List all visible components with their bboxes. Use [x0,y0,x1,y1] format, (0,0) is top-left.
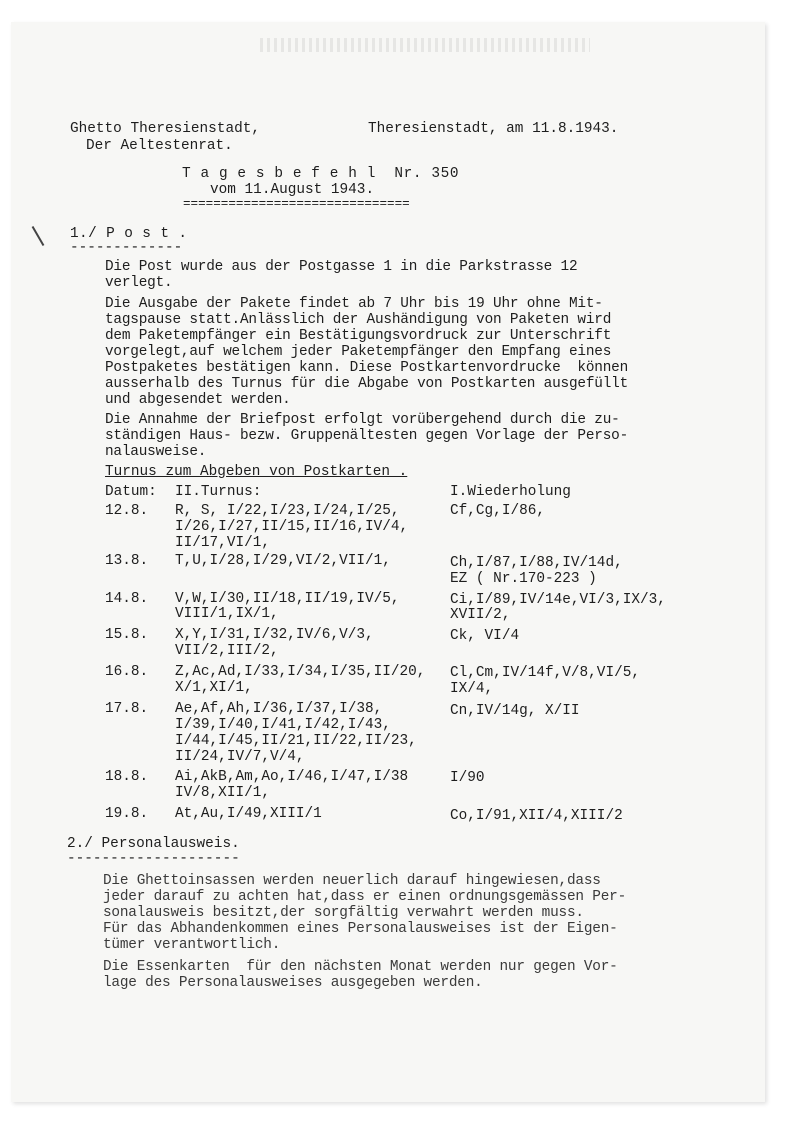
turnus-heading: Turnus zum Abgeben von Postkarten . [105,464,408,480]
paragraph-line: lage des Personalausweises ausgegeben werden. [103,975,483,991]
section-1-heading: 1./ P o s t . [70,226,188,242]
row-turnus-line: II/24,IV/7,V/4, [175,749,305,765]
section-2-underline: -------------------- [67,851,240,867]
ink-smudge-mark [260,38,590,52]
row-date: 16.8. [105,664,149,680]
paragraph-line: Die Ausgabe der Pakete findet ab 7 Uhr bis 19 Uhr ohne Mit- [105,296,603,312]
paragraph-line: ständigen Haus- bezw. Gruppenältesten gegen Vorlage der Perso- [105,428,629,444]
document-title: T a g e s b e f e h l Nr. 350 [182,166,460,182]
row-wiederholung-line: Co,I/91,XII/4,XIII/2 [450,808,623,824]
title-double-rule: ============================== [183,197,410,211]
row-wiederholung-line: Cf,Cg,I/86, [450,503,545,519]
row-wiederholung-line: Ch,I/87,I/88,IV/14d, [450,555,623,571]
row-turnus-line: II/17,VI/1, [175,535,270,551]
row-wiederholung-line: IX/4, [450,681,494,697]
document-date: vom 11.August 1943. [210,182,375,198]
paragraph-line: Postpaketes bestätigen kann. Diese Postkartenvordrucke können [105,360,629,376]
row-wiederholung-line: EZ ( Nr.170-223 ) [450,571,597,587]
row-date: 18.8. [105,769,149,785]
row-turnus-line: Z,Ac,Ad,I/33,I/34,I/35,II/20, [175,664,426,680]
paragraph-line: Die Ghettoinsassen werden neuerlich darauf hingewiesen,dass [103,873,601,889]
row-date: 14.8. [105,591,149,607]
row-wiederholung-line: XVII/2, [450,607,511,623]
row-turnus-line: I/26,I/27,II/15,II/16,IV/4, [175,519,409,535]
row-turnus-line: Ai,AkB,Am,Ao,I/46,I/47,I/38 [175,769,409,785]
paragraph-line: tümer verantwortlich. [103,937,281,953]
paragraph-line: und abgesendet werden. [105,392,291,408]
paragraph-line: nalausweise. [105,444,207,460]
paragraph-line: dem Paketempfänger ein Bestätigungsvordruck zur Unterschrift [105,328,612,344]
sender-line-1: Ghetto Theresienstadt, [70,121,260,137]
row-date: 12.8. [105,503,149,519]
paragraph-line: tagspause statt.Anlässlich der Aushändigung von Paketen wird [105,312,612,328]
row-turnus-line: I/44,I/45,II/21,II/22,II/23, [175,733,417,749]
paragraph-line: Die Post wurde aus der Postgasse 1 in die Parkstrasse 12 [105,259,578,275]
row-wiederholung-line: Ci,I/89,IV/14e,VI/3,IX/3, [450,592,666,608]
row-turnus-line: I/39,I/40,I/41,I/42,I/43, [175,717,391,733]
paragraph-line: vorgelegt,auf welchem jeder Paketempfänger den Empfang eines [105,344,612,360]
row-turnus-line: X/1,XI/1, [175,680,253,696]
row-wiederholung-line: Ck, VI/4 [450,628,520,644]
paragraph-line: verlegt. [105,275,173,291]
column-header-datum: Datum: [105,484,157,500]
paragraph-line: jeder darauf zu achten hat,dass er einen ordnungsgemässen Per- [103,889,627,905]
row-turnus-line: V,W,I/30,II/18,II/19,IV/5, [175,591,400,607]
column-header-turnus: II.Turnus: [175,484,262,500]
paragraph-line: sonalausweis besitzt,der sorgfältig verwahrt werden muss. [103,905,584,921]
paragraph-line: Für das Abhandenkommen eines Personalausweises ist der Eigen- [103,921,618,937]
row-date: 15.8. [105,627,149,643]
sender-line-2: Der Aeltestenrat. [86,138,233,154]
row-date: 17.8. [105,701,149,717]
section-1-underline: ------------- [70,240,183,256]
row-turnus-line: At,Au,I/49,XIII/1 [175,806,322,822]
row-date: 13.8. [105,553,149,569]
row-turnus-line: IV/8,XII/1, [175,785,270,801]
paragraph-line: Die Essenkarten für den nächsten Monat werden nur gegen Vor- [103,959,618,975]
row-wiederholung-line: Cl,Cm,IV/14f,V/8,VI/5, [450,665,640,681]
paragraph-line: Die Annahme der Briefpost erfolgt vorübergehend durch die zu- [105,412,620,428]
row-turnus-line: VIII/1,IX/1, [175,606,279,622]
column-header-wiederholung: I.Wiederholung [450,484,571,500]
row-turnus-line: Ae,Af,Ah,I/36,I/37,I/38, [175,701,383,717]
row-turnus-line: VII/2,III/2, [175,643,279,659]
row-turnus-line: T,U,I/28,I/29,VI/2,VII/1, [175,553,391,569]
place-date: Theresienstadt, am 11.8.1943. [368,121,619,137]
paragraph-line: ausserhalb des Turnus für die Abgabe von Postkarten ausgefüllt [105,376,629,392]
row-wiederholung-line: Cn,IV/14g, X/II [450,703,580,719]
row-wiederholung-line: I/90 [450,770,485,786]
row-date: 19.8. [105,806,149,822]
row-turnus-line: R, S, I/22,I/23,I/24,I/25, [175,503,400,519]
row-turnus-line: X,Y,I/31,I/32,IV/6,V/3, [175,627,374,643]
section-2-heading: 2./ Personalausweis. [67,836,240,852]
